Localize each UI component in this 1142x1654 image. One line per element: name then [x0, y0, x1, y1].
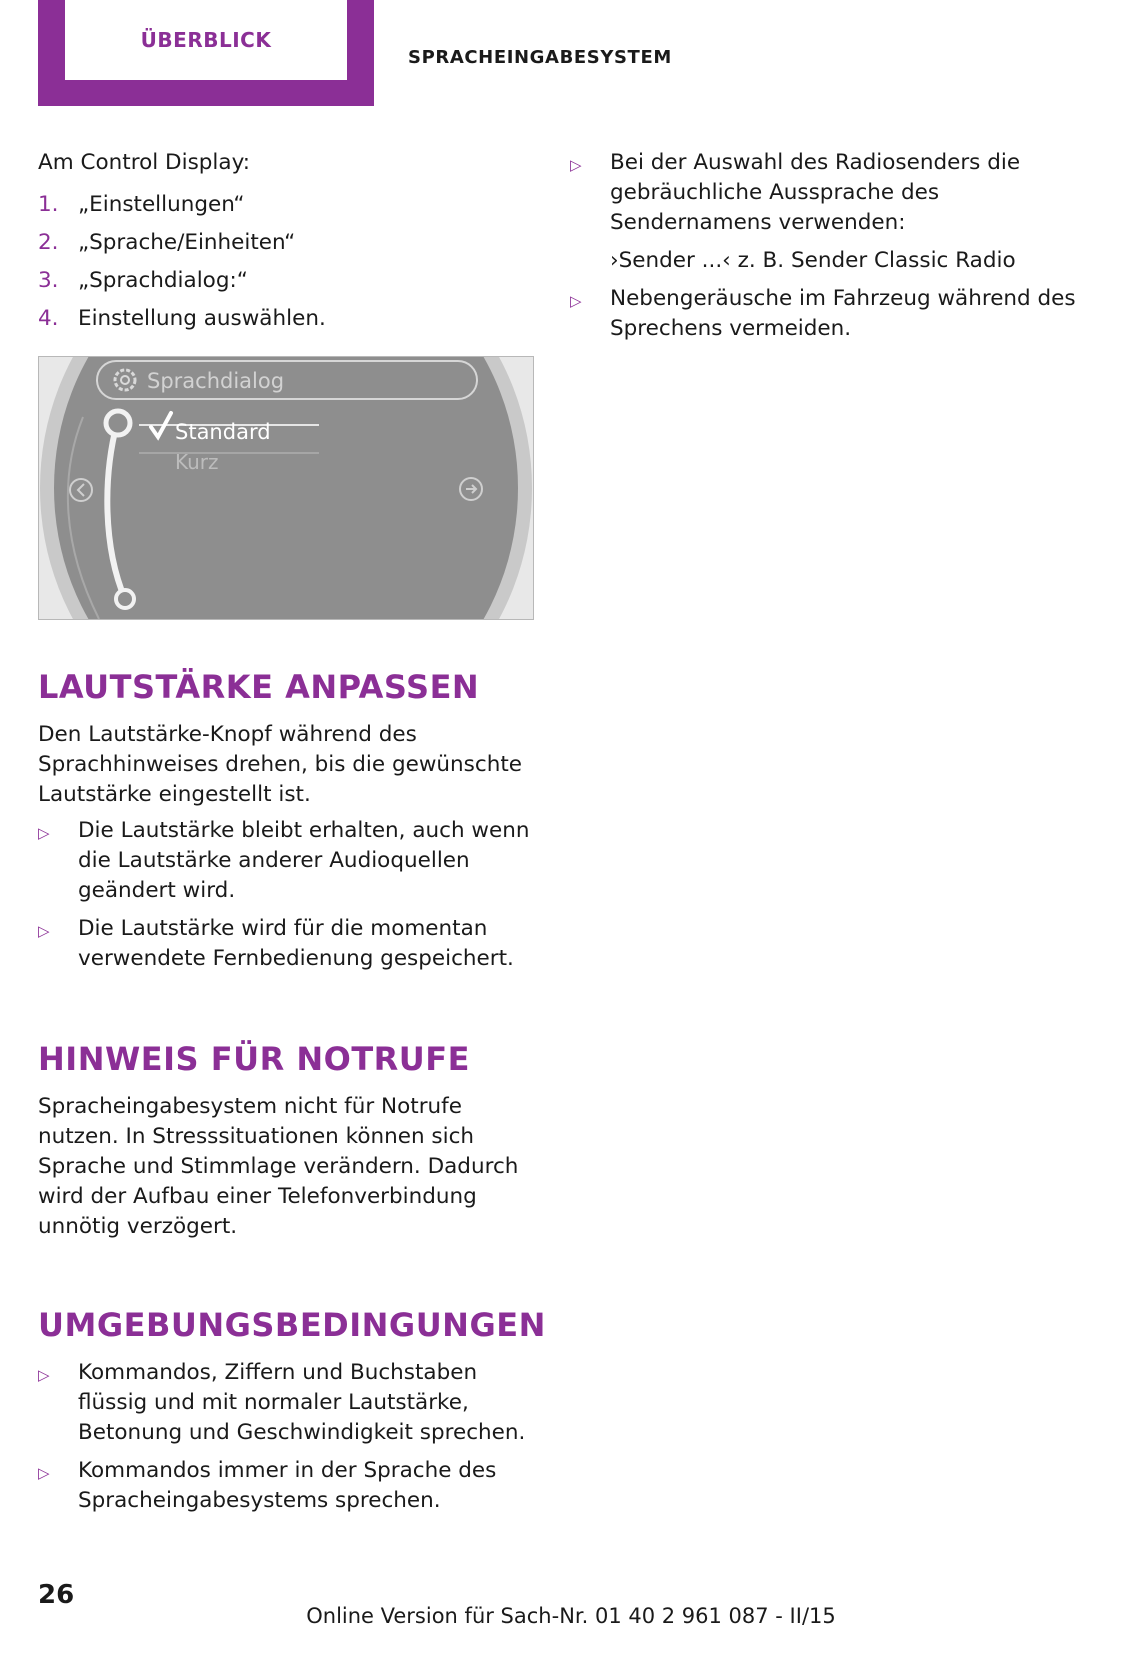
control-display-screenshot: [38, 356, 534, 620]
step-text: „Einstellungen“: [78, 192, 245, 217]
step-number: 2.: [38, 230, 59, 255]
step-item: [38, 266, 538, 296]
example-text: ›Sender ...‹ z. B. Sender Classic Radio: [610, 248, 1016, 273]
step-item: [38, 228, 538, 258]
section-title: SPRACHEINGABESYSTEM: [408, 47, 672, 68]
bullet-text: Die Lautstärke wird für die momentan verwendete Fernbedienung gespeichert.: [78, 916, 514, 971]
bullet-triangle-icon: ▷: [570, 156, 582, 174]
bullet-triangle-icon: ▷: [38, 922, 50, 940]
bullet-item: [570, 284, 1090, 344]
section-volume: [38, 668, 538, 982]
step-text: Einstellung auswählen.: [78, 306, 326, 331]
section-environment: [38, 1306, 546, 1524]
heading-volume: LAUTSTÄRKE ANPASSEN: [38, 668, 480, 706]
section-emergency: [38, 1040, 538, 1242]
bullet-item: [38, 914, 538, 974]
emergency-paragraph: Spracheingabesystem nicht für Notrufe nutzen. In Stresssituationen können sich Sprache und Stimmlage verändern. Dadurch wird der Aufbau einer Telefonverbindung unnötig verzögert.: [38, 1094, 519, 1239]
list-position-marker: [106, 411, 130, 435]
bullet-item: [38, 1456, 538, 1516]
bullet-text: Die Lautstärke bleibt erhalten, auch wenn die Lautstärke anderer Audioquellen geändert wird.: [78, 818, 530, 903]
page-number: 26: [38, 1580, 75, 1610]
step-text: „Sprachdialog:“: [78, 268, 248, 293]
left-column: [38, 148, 538, 342]
volume-bullets: [38, 816, 538, 974]
bullet-triangle-icon: ▷: [38, 824, 50, 842]
bullet-text: Kommandos, Ziffern und Buchstaben flüssig und mit normaler Lautstärke, Betonung und Geschwindigkeit sprechen.: [78, 1360, 526, 1445]
bullet-item: [570, 148, 1090, 238]
chapter-tab-label: ÜBERBLICK: [65, 0, 347, 80]
option-selected[interactable]: Standard: [175, 420, 271, 444]
bullet-text: Nebengeräusche im Fahrzeug während des Sprechens vermeiden.: [610, 286, 1076, 341]
bullet-item: [38, 816, 538, 906]
bullet-item: [38, 1358, 538, 1448]
step-item: [38, 304, 538, 334]
intro-text: Am Control Display:: [38, 150, 250, 175]
bullet-text: Bei der Auswahl des Radiosenders die gebräuchliche Aussprache des Sendernamens verwenden:: [610, 150, 1021, 235]
option-other[interactable]: Kurz: [175, 450, 219, 474]
step-number: 4.: [38, 306, 59, 331]
right-bullet-list: [570, 148, 1090, 238]
display-graphic: [39, 357, 533, 619]
heading-emergency: HINWEIS FÜR NOTRUFE: [38, 1040, 470, 1078]
bullet-triangle-icon: ▷: [38, 1464, 50, 1482]
chapter-tab: [38, 0, 374, 106]
volume-paragraph: Den Lautstärke-Knopf während des Sprachhinweises drehen, bis die gewünschte Lautstärke eingestellt ist.: [38, 722, 522, 807]
bullet-triangle-icon: ▷: [38, 1366, 50, 1384]
display-header-label: Sprachdialog: [147, 369, 285, 393]
steps-list: [38, 190, 538, 334]
step-text: „Sprache/Einheiten“: [78, 230, 296, 255]
bullet-text: Kommandos immer in der Sprache des Spracheingabesystems sprechen.: [78, 1458, 497, 1513]
step-item: [38, 190, 538, 220]
list-end-marker: [116, 590, 134, 608]
right-bullet-list-2: [570, 284, 1090, 344]
online-version-note: Online Version für Sach-Nr. 01 40 2 961 087 - II/15: [306, 1604, 836, 1628]
bullet-triangle-icon: ▷: [570, 292, 582, 310]
step-number: 1.: [38, 192, 59, 217]
heading-environment: UMGEBUNGSBEDINGUNGEN: [38, 1306, 546, 1344]
environment-bullets: [38, 1358, 538, 1516]
right-column: [570, 148, 1090, 352]
step-number: 3.: [38, 268, 59, 293]
